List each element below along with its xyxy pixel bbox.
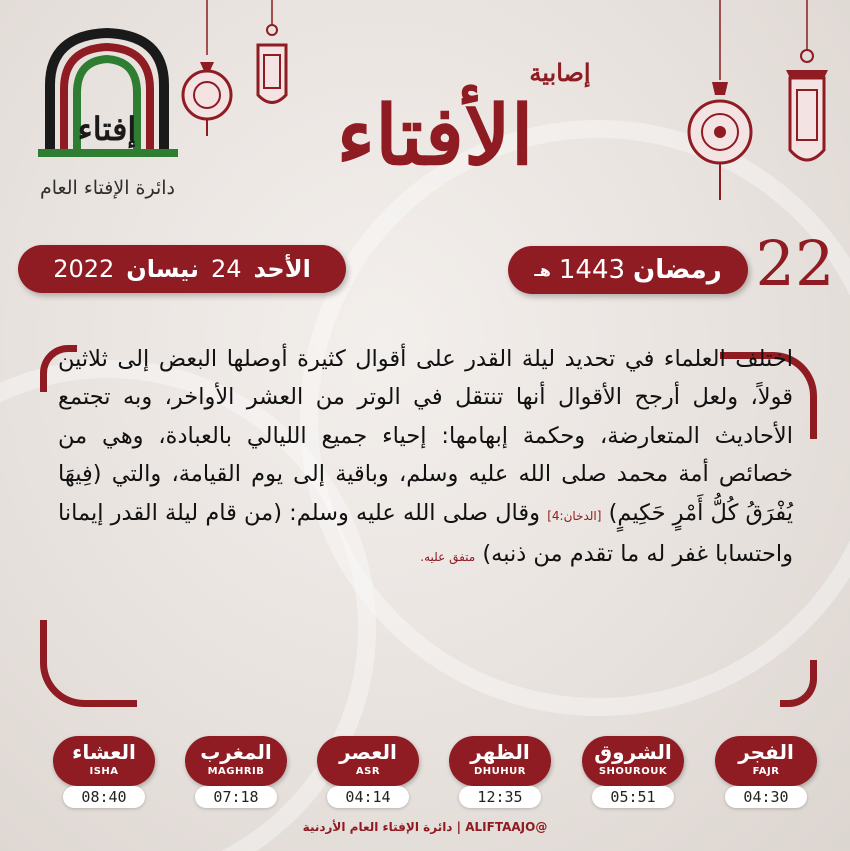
hadith-text: وقال صلى الله عليه وسلم: (من قام ليلة القدر إيمانا واحتسابا غفر له ما تقدم من ذنبه) — [58, 499, 793, 568]
hijri-year: 1443 — [558, 255, 626, 285]
prayer-maghrib — [185, 736, 287, 808]
hijri-date-badge — [508, 246, 748, 294]
prayer-shourouk — [582, 736, 684, 808]
lantern-icon — [250, 0, 295, 115]
prayer-name: المغرب — [200, 740, 272, 764]
logo — [30, 25, 185, 210]
quran-verse: (فِيهَا يُفْرَقُ كُلُّ أَمْرٍ حَكِيمٍ) — [58, 461, 793, 526]
logo-arch-icon — [30, 25, 185, 175]
greg-year: 2022 — [53, 255, 115, 283]
verse-reference: [الدخان:4] — [547, 508, 602, 523]
prayer-asr — [317, 736, 419, 808]
lantern-icon — [780, 0, 835, 175]
article-text: اختلف العلماء في تحديد ليلة القدر على أقوال كثيرة أوصلها البعض إلى ثلاثين قولاً، ولعل أرجح الأقوال أنها تنتقل في الوتر من العشر الأواخر، وبه تجتمع الأحاديث المتعارضة، وحكمة إبهامها: إحياء جميع الليالي بالعبادة، وهي من خصائص أمة محمد صلى الله عليه وسلم، وباقية إلى يوم القيامة، والتي — [58, 346, 793, 488]
greg-day: 24 — [211, 255, 242, 283]
prayer-isha — [53, 736, 155, 808]
prayer-times — [45, 736, 820, 811]
weekday: الأحد — [253, 255, 311, 283]
greg-month: نيسان — [126, 255, 199, 283]
hijri-month: رمضان — [633, 255, 722, 285]
prayer-name-en: FAJR — [752, 766, 780, 777]
footer-credit: @ALIFTAAJO | دائرة الإفتاء العام الأردنية — [302, 820, 548, 834]
hijri-suffix: هـ — [534, 260, 551, 280]
prayer-fajr — [715, 736, 817, 808]
prayer-name-en: ISHA — [89, 766, 119, 777]
hijri-day-number: 22 — [755, 227, 835, 300]
prayer-name-en: SHOUROUK — [598, 766, 668, 777]
hadith-source: متفق عليه. — [420, 550, 476, 565]
page-title: الأفتاء — [336, 88, 534, 184]
prayer-name: العشاء — [72, 740, 136, 764]
title-subtitle: إصابية — [529, 58, 591, 87]
prayer-name-en: DHUHUR — [474, 766, 526, 777]
prayer-dhuhur — [449, 736, 551, 808]
prayer-name-en: MAGHRIB — [207, 766, 265, 777]
prayer-name-en: ASR — [355, 766, 381, 777]
gregorian-date-badge — [18, 245, 346, 293]
prayer-name: الشروق — [594, 740, 672, 764]
prayer-name: العصر — [339, 740, 397, 764]
logo-caption: دائرة الإفتاء العام — [40, 177, 175, 199]
prayer-time: 08:40 — [63, 786, 145, 808]
lantern-icon — [180, 0, 235, 140]
prayer-time: 05:51 — [592, 786, 674, 808]
prayer-name: الظهر — [470, 740, 530, 764]
lantern-icon — [685, 0, 755, 205]
prayer-time: 12:35 — [459, 786, 541, 808]
prayer-name: الفجر — [738, 740, 794, 764]
prayer-time: 07:18 — [195, 786, 277, 808]
article-body — [58, 340, 793, 700]
prayer-time: 04:14 — [327, 786, 409, 808]
svg-text:إفتاء: إفتاء — [77, 110, 137, 148]
prayer-time: 04:30 — [725, 786, 807, 808]
